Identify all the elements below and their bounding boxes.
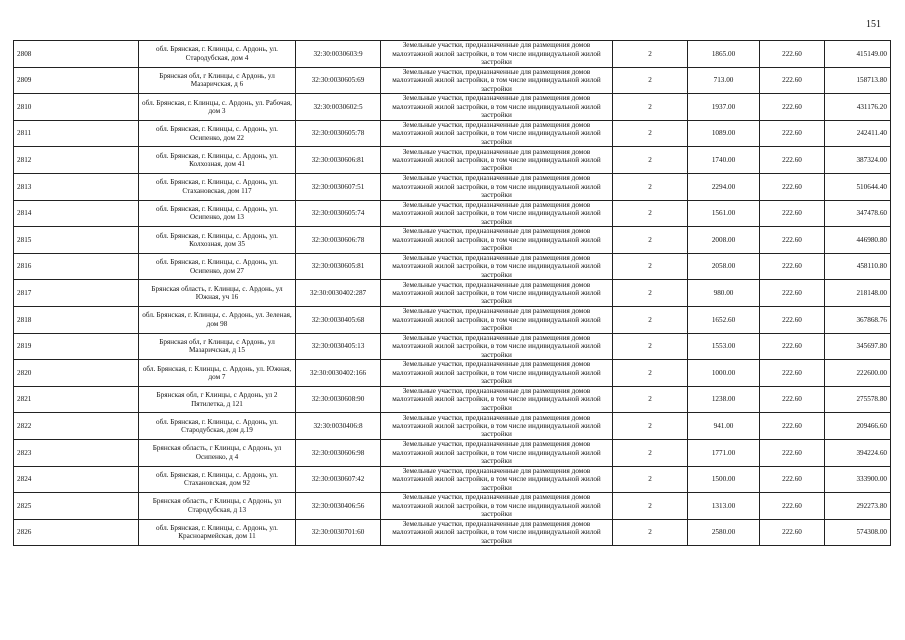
cadastral-value-cell: 394224.60 (825, 439, 891, 466)
table-row (14, 120, 891, 147)
land-use-cell: Земельные участки, предназначенные для размещения домов малоэтажной жилой застройки, в том числе индивидуальной жилой застройки (381, 253, 613, 280)
table-row (14, 280, 891, 307)
area-cell: 980.00 (688, 280, 760, 307)
table-row (14, 200, 891, 227)
area-cell: 1561.00 (688, 200, 760, 227)
area-cell: 2580.00 (688, 519, 760, 546)
record-number: 2820 (14, 360, 139, 387)
area-cell: 1500.00 (688, 466, 760, 493)
category-cell: 2 (613, 227, 688, 254)
cadastral-number-cell: 32:30:0030606:98 (296, 439, 381, 466)
record-number: 2823 (14, 439, 139, 466)
record-number: 2818 (14, 306, 139, 333)
cadastral-number-cell: 32:30:0030405:68 (296, 306, 381, 333)
land-use-cell: Земельные участки, предназначенные для размещения домов малоэтажной жилой застройки, в том числе индивидуальной жилой застройки (381, 280, 613, 307)
area-cell: 1771.00 (688, 439, 760, 466)
record-number: 2811 (14, 120, 139, 147)
record-number: 2808 (14, 41, 139, 68)
address-cell: Брянская обл, г Клинцы, с Ардонь, ул Мазаричская, д 6 (139, 67, 296, 94)
category-cell: 2 (613, 386, 688, 413)
table-row (14, 147, 891, 174)
table-row (14, 519, 891, 546)
record-number: 2817 (14, 280, 139, 307)
category-cell: 2 (613, 413, 688, 440)
cadastral-number-cell: 32:30:0030405:13 (296, 333, 381, 360)
address-cell: обл. Брянская, г. Клинцы, с. Ардонь, ул. Стахановская, дом 92 (139, 466, 296, 493)
cadastral-number-cell: 32:30:0030607:51 (296, 173, 381, 200)
category-cell: 2 (613, 519, 688, 546)
rate-cell: 222.60 (760, 493, 825, 520)
address-cell: обл. Брянская, г. Клинцы, с. Ардонь, ул. Красноармейская, дом 11 (139, 519, 296, 546)
address-cell: обл. Брянская, г. Клинцы, с. Ардонь, ул. Осипенко, дом 13 (139, 200, 296, 227)
record-number: 2812 (14, 147, 139, 174)
address-cell: Брянская область, г Клинцы, с Ардонь, ул Осипенко, д 4 (139, 439, 296, 466)
area-cell: 1238.00 (688, 386, 760, 413)
rate-cell: 222.60 (760, 519, 825, 546)
cadastral-number-cell: 32:30:0030605:78 (296, 120, 381, 147)
table-row (14, 386, 891, 413)
land-use-cell: Земельные участки, предназначенные для размещения домов малоэтажной жилой застройки, в том числе индивидуальной жилой застройки (381, 360, 613, 387)
cadastral-number-cell: 32:30:0030605:74 (296, 200, 381, 227)
category-cell: 2 (613, 360, 688, 387)
land-use-cell: Земельные участки, предназначенные для размещения домов малоэтажной жилой застройки, в том числе индивидуальной жилой застройки (381, 67, 613, 94)
cadastral-value-cell: 415149.00 (825, 41, 891, 68)
category-cell: 2 (613, 466, 688, 493)
address-cell: Брянская область, г. Клинцы, с. Ардонь, ул Южная, уч 16 (139, 280, 296, 307)
table-row (14, 67, 891, 94)
record-number: 2816 (14, 253, 139, 280)
area-cell: 1089.00 (688, 120, 760, 147)
cadastral-value-cell: 275578.80 (825, 386, 891, 413)
table-row (14, 253, 891, 280)
cadastral-number-cell: 32:30:0030607:42 (296, 466, 381, 493)
address-cell: обл. Брянская, г. Клинцы, с. Ардонь, ул. Стахановская, дом 117 (139, 173, 296, 200)
rate-cell: 222.60 (760, 67, 825, 94)
rate-cell: 222.60 (760, 253, 825, 280)
address-cell: обл. Брянская, г. Клинцы, с. Ардонь, ул. Колхозная, дом 35 (139, 227, 296, 254)
cadastral-number-cell: 32:30:0030701:60 (296, 519, 381, 546)
cadastral-value-cell: 367868.76 (825, 306, 891, 333)
address-cell: обл. Брянская, г. Клинцы, с. Ардонь, ул. Зеленая, дом 98 (139, 306, 296, 333)
cadastral-value-cell: 209466.60 (825, 413, 891, 440)
cadastral-number-cell: 32:30:0030606:78 (296, 227, 381, 254)
area-cell: 1937.00 (688, 94, 760, 121)
cadastral-value-cell: 218148.00 (825, 280, 891, 307)
cadastral-value-cell: 446980.80 (825, 227, 891, 254)
area-cell: 2294.00 (688, 173, 760, 200)
cadastral-value-cell: 222600.00 (825, 360, 891, 387)
cadastral-number-cell: 32:30:0030402:287 (296, 280, 381, 307)
cadastral-number-cell: 32:30:0030608:90 (296, 386, 381, 413)
land-use-cell: Земельные участки, предназначенные для размещения домов малоэтажной жилой застройки, в том числе индивидуальной жилой застройки (381, 41, 613, 68)
cadastral-value-cell: 574308.00 (825, 519, 891, 546)
land-use-cell: Земельные участки, предназначенные для размещения домов малоэтажной жилой застройки, в том числе индивидуальной жилой застройки (381, 200, 613, 227)
address-cell: обл. Брянская, г. Клинцы, с. Ардонь, ул. Колхозная, дом 41 (139, 147, 296, 174)
record-number: 2813 (14, 173, 139, 200)
rate-cell: 222.60 (760, 94, 825, 121)
record-number: 2822 (14, 413, 139, 440)
area-cell: 2008.00 (688, 227, 760, 254)
rate-cell: 222.60 (760, 227, 825, 254)
table-row (14, 41, 891, 68)
area-cell: 1740.00 (688, 147, 760, 174)
record-number: 2819 (14, 333, 139, 360)
land-use-cell: Земельные участки, предназначенные для размещения домов малоэтажной жилой застройки, в том числе индивидуальной жилой застройки (381, 519, 613, 546)
record-number: 2814 (14, 200, 139, 227)
rate-cell: 222.60 (760, 173, 825, 200)
cadastral-value-cell: 333900.00 (825, 466, 891, 493)
table-row (14, 413, 891, 440)
record-number: 2821 (14, 386, 139, 413)
address-cell: обл. Брянская, г. Клинцы, с. Ардонь, ул. Осипенко, дом 27 (139, 253, 296, 280)
area-cell: 1652.60 (688, 306, 760, 333)
area-cell: 941.00 (688, 413, 760, 440)
category-cell: 2 (613, 147, 688, 174)
address-cell: обл. Брянская, г. Клинцы, с. Ардонь, ул. Рабочая, дом 3 (139, 94, 296, 121)
land-use-cell: Земельные участки, предназначенные для размещения домов малоэтажной жилой застройки, в том числе индивидуальной жилой застройки (381, 333, 613, 360)
rate-cell: 222.60 (760, 360, 825, 387)
land-use-cell: Земельные участки, предназначенные для размещения домов малоэтажной жилой застройки, в том числе индивидуальной жилой застройки (381, 120, 613, 147)
address-cell: обл. Брянская, г. Клинцы, с. Ардонь, ул. Осипенко, дом 22 (139, 120, 296, 147)
category-cell: 2 (613, 200, 688, 227)
rate-cell: 222.60 (760, 333, 825, 360)
cadastral-number-cell: 32:30:0030603:9 (296, 41, 381, 68)
land-use-cell: Земельные участки, предназначенные для размещения домов малоэтажной жилой застройки, в том числе индивидуальной жилой застройки (381, 94, 613, 121)
cadastral-number-cell: 32:30:0030605:69 (296, 67, 381, 94)
area-cell: 1865.00 (688, 41, 760, 68)
record-number: 2809 (14, 67, 139, 94)
cadastral-value-cell: 431176.20 (825, 94, 891, 121)
rate-cell: 222.60 (760, 200, 825, 227)
land-use-cell: Земельные участки, предназначенные для размещения домов малоэтажной жилой застройки, в том числе индивидуальной жилой застройки (381, 306, 613, 333)
record-number: 2826 (14, 519, 139, 546)
category-cell: 2 (613, 333, 688, 360)
rate-cell: 222.60 (760, 386, 825, 413)
category-cell: 2 (613, 253, 688, 280)
table-row (14, 360, 891, 387)
cadastral-value-cell: 158713.80 (825, 67, 891, 94)
cadastral-number-cell: 32:30:0030605:81 (296, 253, 381, 280)
category-cell: 2 (613, 41, 688, 68)
category-cell: 2 (613, 306, 688, 333)
cadastral-number-cell: 32:30:0030402:166 (296, 360, 381, 387)
cadastral-value-cell: 345697.80 (825, 333, 891, 360)
category-cell: 2 (613, 493, 688, 520)
address-cell: Брянская область, г Клинцы, с Ардонь, ул Стародубская, д 13 (139, 493, 296, 520)
rate-cell: 222.60 (760, 41, 825, 68)
table-row (14, 306, 891, 333)
land-use-cell: Земельные участки, предназначенные для размещения домов малоэтажной жилой застройки, в том числе индивидуальной жилой застройки (381, 386, 613, 413)
land-valuation-table (13, 40, 891, 546)
land-use-cell: Земельные участки, предназначенные для размещения домов малоэтажной жилой застройки, в том числе индивидуальной жилой застройки (381, 147, 613, 174)
record-number: 2815 (14, 227, 139, 254)
table-row (14, 333, 891, 360)
address-cell: Брянская обл, г Клинцы, с Ардонь, ул Мазаричская, д 15 (139, 333, 296, 360)
cadastral-number-cell: 32:30:0030606:81 (296, 147, 381, 174)
record-number: 2810 (14, 94, 139, 121)
cadastral-value-cell: 510644.40 (825, 173, 891, 200)
area-cell: 1000.00 (688, 360, 760, 387)
rate-cell: 222.60 (760, 120, 825, 147)
cadastral-number-cell: 32:30:0030406:56 (296, 493, 381, 520)
area-cell: 1553.00 (688, 333, 760, 360)
table-row (14, 493, 891, 520)
area-cell: 713.00 (688, 67, 760, 94)
address-cell: обл. Брянская, г. Клинцы, с. Ардонь, ул. Стародубская, дом 4 (139, 41, 296, 68)
address-cell: обл. Брянская, г. Клинцы, с. Ардонь, ул. Стародубская, дом д.19 (139, 413, 296, 440)
land-use-cell: Земельные участки, предназначенные для размещения домов малоэтажной жилой застройки, в том числе индивидуальной жилой застройки (381, 227, 613, 254)
table-row (14, 173, 891, 200)
record-number: 2824 (14, 466, 139, 493)
rate-cell: 222.60 (760, 280, 825, 307)
land-use-cell: Земельные участки, предназначенные для размещения домов малоэтажной жилой застройки, в том числе индивидуальной жилой застройки (381, 413, 613, 440)
address-cell: Брянская обл, г Клинцы, с Ардонь, ул 2 Пятилетка, д 121 (139, 386, 296, 413)
category-cell: 2 (613, 120, 688, 147)
land-use-cell: Земельные участки, предназначенные для размещения домов малоэтажной жилой застройки, в том числе индивидуальной жилой застройки (381, 439, 613, 466)
category-cell: 2 (613, 67, 688, 94)
record-number: 2825 (14, 493, 139, 520)
land-use-cell: Земельные участки, предназначенные для размещения домов малоэтажной жилой застройки, в том числе индивидуальной жилой застройки (381, 173, 613, 200)
rate-cell: 222.60 (760, 413, 825, 440)
rate-cell: 222.60 (760, 439, 825, 466)
category-cell: 2 (613, 173, 688, 200)
cadastral-value-cell: 387324.00 (825, 147, 891, 174)
cadastral-number-cell: 32:30:0030602:5 (296, 94, 381, 121)
table-row (14, 466, 891, 493)
area-cell: 2058.00 (688, 253, 760, 280)
cadastral-value-cell: 347478.60 (825, 200, 891, 227)
category-cell: 2 (613, 94, 688, 121)
cadastral-number-cell: 32:30:0030406:8 (296, 413, 381, 440)
table-row (14, 94, 891, 121)
rate-cell: 222.60 (760, 147, 825, 174)
cadastral-value-cell: 292273.80 (825, 493, 891, 520)
rate-cell: 222.60 (760, 306, 825, 333)
table-row (14, 227, 891, 254)
cadastral-value-cell: 458110.80 (825, 253, 891, 280)
cadastral-value-cell: 242411.40 (825, 120, 891, 147)
area-cell: 1313.00 (688, 493, 760, 520)
land-use-cell: Земельные участки, предназначенные для размещения домов малоэтажной жилой застройки, в том числе индивидуальной жилой застройки (381, 466, 613, 493)
address-cell: обл. Брянская, г. Клинцы, с. Ардонь, ул. Южная, дом 7 (139, 360, 296, 387)
page-number: 151 (866, 19, 881, 30)
table-row (14, 439, 891, 466)
category-cell: 2 (613, 280, 688, 307)
table-body (14, 41, 891, 546)
land-use-cell: Земельные участки, предназначенные для размещения домов малоэтажной жилой застройки, в том числе индивидуальной жилой застройки (381, 493, 613, 520)
rate-cell: 222.60 (760, 466, 825, 493)
category-cell: 2 (613, 439, 688, 466)
